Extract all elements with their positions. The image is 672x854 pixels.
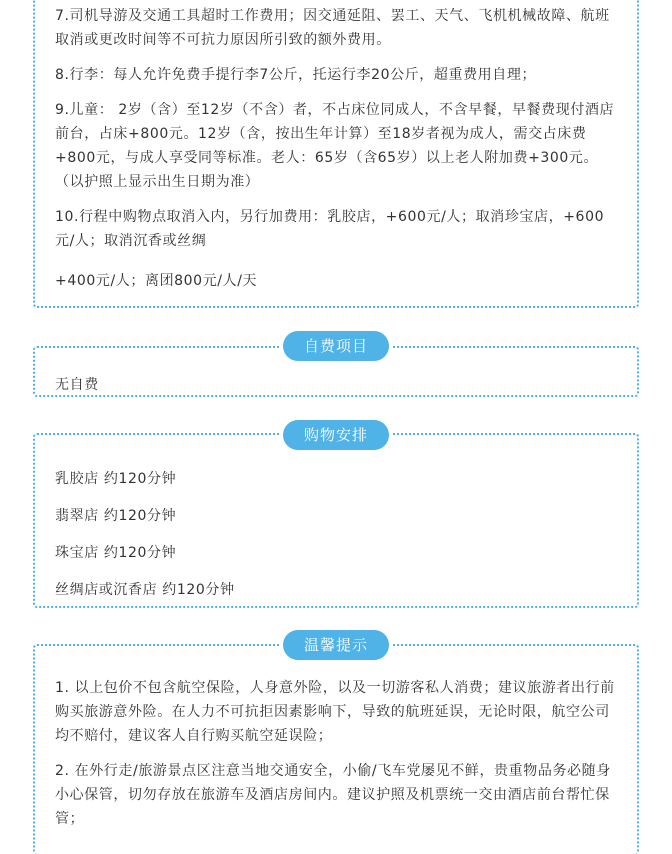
section-title-shopping: 购物安排 (283, 420, 389, 450)
cost-excludes-item: +400元/人；离团800元/人/天 (55, 273, 258, 289)
tips-box (33, 644, 639, 854)
cost-excludes-item: 9.儿童： 2岁（含）至12岁（不含）者，不占床位同成人，不含早餐，早餐费现付酒店前台，占床+800元。12岁（含，按出生年计算）至18岁者视为成人，需交占床费+800元，与成人享受同等标准。老人：65岁（含65岁）以上老人附加费+300元。（以护照上显示出生日期为准） (55, 102, 615, 190)
cost-excludes-item: 7.司机导游及交通工具超时工作费用；因交通延阻、罢工、天气、飞机机械故障、航班取消或更改时间等不可抗力原因所引致的额外费用。 (55, 8, 610, 48)
section-title-self-paid: 自费项目 (283, 331, 389, 361)
shopping-item: 乳胶店 约120分钟 (55, 471, 177, 487)
tips-item: 2. 在外行走/旅游景点区注意当地交通安全，小偷/飞车党屡见不鲜，贵重物品务必随身小心保管，切勿存放在旅游车及酒店房间内。建议护照及机票统一交由酒店前台帮忙保管； (55, 763, 611, 827)
cost-excludes-item: 8.行李：每人允许免费手提行李7公斤，托运行李20公斤，超重费用自理； (55, 67, 537, 83)
shopping-box (33, 433, 639, 608)
shopping-item: 珠宝店 约120分钟 (55, 545, 177, 561)
shopping-item: 翡翠店 约120分钟 (55, 508, 177, 524)
section-title-tips: 温馨提示 (283, 630, 389, 660)
cost-excludes-box (33, 0, 639, 308)
cost-excludes-item: 10.行程中购物点取消入内，另行加费用：乳胶店，+600元/人；取消珍宝店，+600元/人；取消沉香或丝绸 (55, 209, 605, 249)
tips-item: 1. 以上包价不包含航空保险，人身意外险，以及一切游客私人消费；建议旅游者出行前购买旅游意外险。在人力不可抗拒因素影响下，导致的航班延误，无论时限，航空公司均不赔付，建议客人自行购买航空延误险； (55, 680, 615, 744)
self-paid-content: 无自费 (55, 377, 99, 393)
shopping-item: 丝绸店或沉香店 约120分钟 (55, 582, 235, 598)
